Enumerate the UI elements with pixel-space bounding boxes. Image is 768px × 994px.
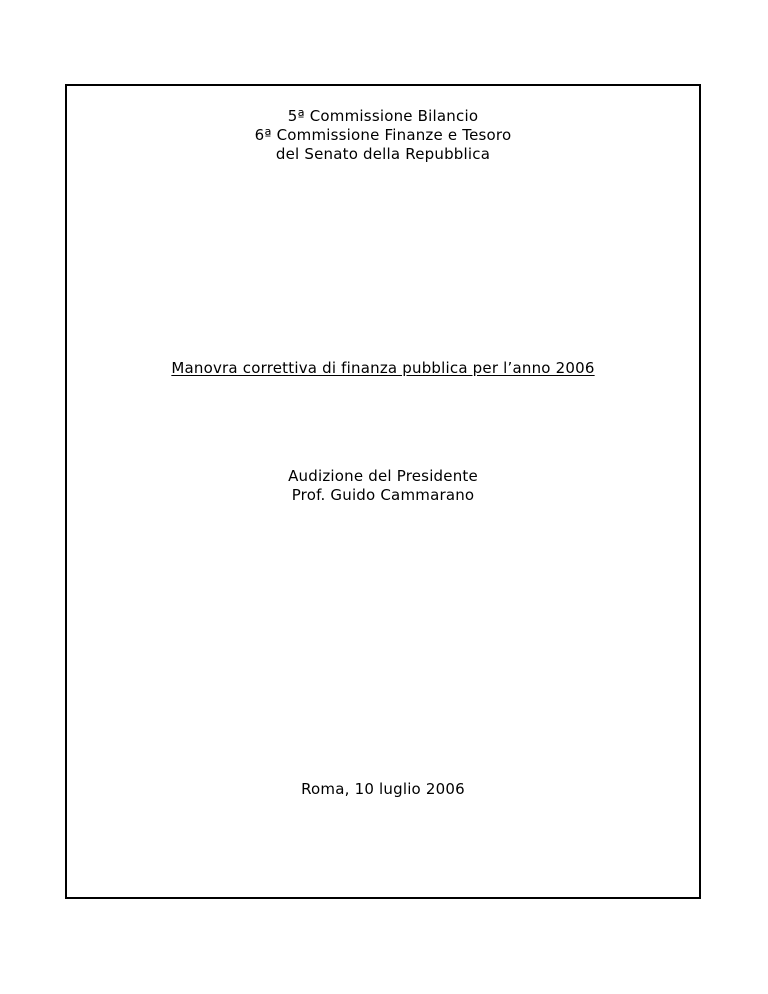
place-date [67,780,699,799]
hearing-label: Audizione del Presidente [288,467,478,485]
cover-page-frame [65,84,701,899]
hearing-speaker [67,467,699,505]
place-date-text: Roma, 10 luglio 2006 [301,780,465,798]
commission-line-budget: 5ª Commissione Bilancio [287,107,479,125]
senate-line: del Senato della Repubblica [275,145,491,163]
document-title [67,359,699,378]
document-title-text: Manovra correttiva di finanza pubblica per l’anno 2006 [171,359,595,377]
commission-line-finance: 6ª Commissione Finanze e Tesoro [254,126,512,144]
speaker-name: Prof. Guido Cammarano [291,486,475,504]
commission-header [67,107,699,164]
